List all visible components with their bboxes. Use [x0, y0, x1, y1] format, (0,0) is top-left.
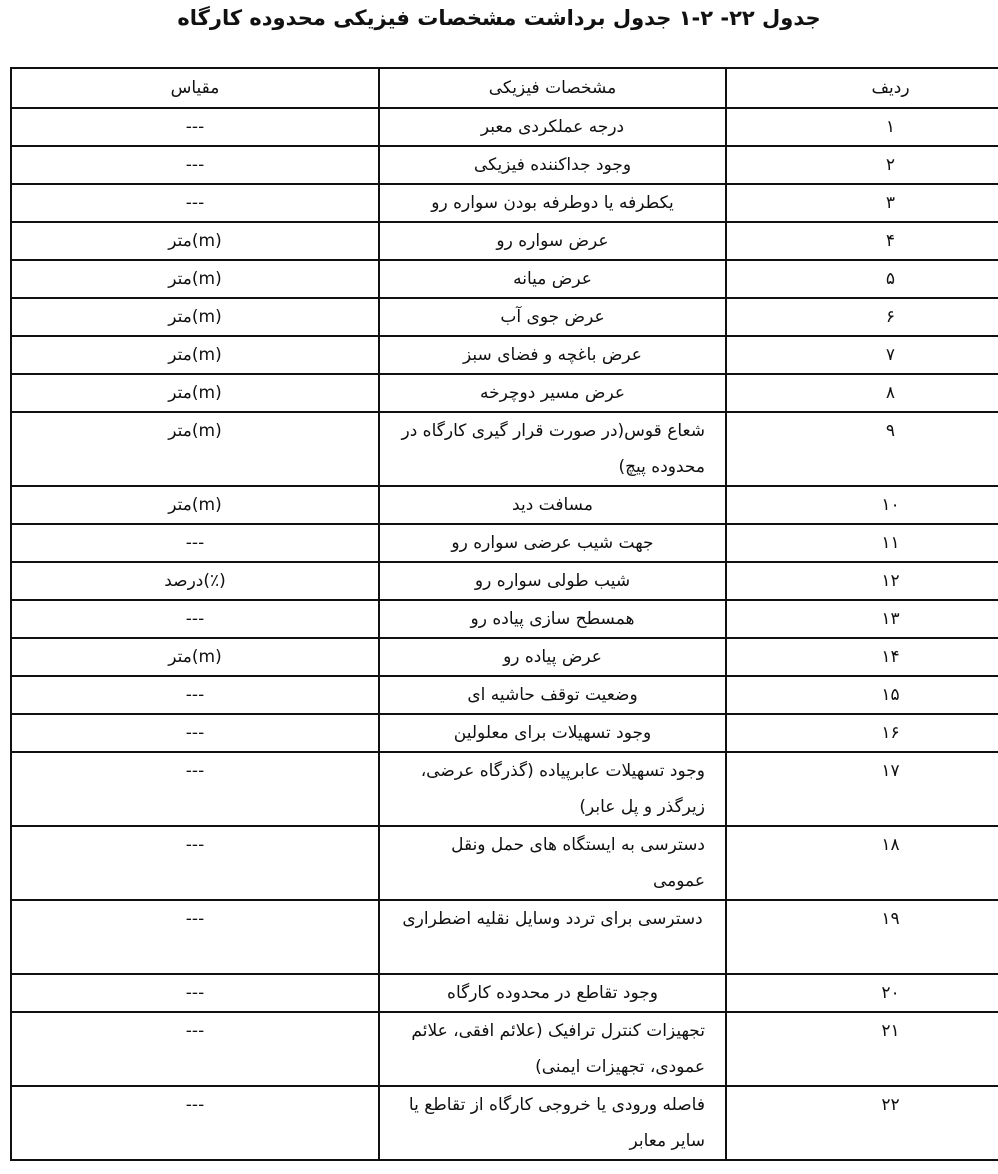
- table-row: [11, 714, 998, 752]
- scale-text: متر(m): [168, 495, 222, 515]
- table-row: [11, 562, 998, 600]
- physical-spec-cell: [379, 146, 726, 184]
- scale-text: ---: [185, 835, 205, 855]
- row-number-cell: ۳: [726, 184, 998, 222]
- physical-spec-cell: [379, 1086, 726, 1160]
- table-row: [11, 412, 998, 486]
- physical-spec-cell: [379, 486, 726, 524]
- scale-cell: [11, 374, 379, 412]
- physical-spec-text: جهت شیب عرضی سواره رو: [451, 533, 654, 553]
- scale-text: متر(m): [168, 647, 222, 667]
- physical-spec-cell: [379, 974, 726, 1012]
- table-row: [11, 260, 998, 298]
- scale-cell: [11, 184, 379, 222]
- scale-cell: [11, 108, 379, 146]
- row-number-cell: ۱۱: [726, 524, 998, 562]
- table-row: [11, 974, 998, 1012]
- table-row: [11, 1086, 998, 1160]
- scale-cell: [11, 752, 379, 826]
- physical-spec-text: دسترسی به ایستگاه های حمل ونقل عمومی: [451, 835, 705, 891]
- physical-spec-text: شعاع قوس(در صورت قرار گیری کارگاه در محدوده پیچ): [401, 421, 705, 477]
- header-row-number: ردیف: [726, 68, 998, 108]
- scale-text: ---: [185, 193, 205, 213]
- table-row: [11, 146, 998, 184]
- physical-spec-cell: [379, 260, 726, 298]
- physical-spec-text: عرض مسیر دوچرخه: [480, 383, 625, 403]
- scale-text: ---: [185, 723, 205, 743]
- table-row: [11, 1012, 998, 1086]
- row-number-cell: ۸: [726, 374, 998, 412]
- scale-cell: [11, 900, 379, 974]
- physical-spec-text: فاصله ورودی یا خروجی کارگاه از تقاطع یا سایر معابر: [408, 1095, 705, 1151]
- table-header-row: [11, 68, 998, 108]
- physical-spec-text: عرض سواره رو: [496, 231, 609, 251]
- scale-cell: [11, 486, 379, 524]
- physical-spec-cell: [379, 374, 726, 412]
- physical-spec-cell: [379, 108, 726, 146]
- scale-text: ---: [185, 533, 205, 553]
- physical-spec-cell: [379, 900, 726, 974]
- table-row: [11, 752, 998, 826]
- row-number-cell: ۱: [726, 108, 998, 146]
- scale-cell: [11, 146, 379, 184]
- row-number-cell: ۱۵: [726, 676, 998, 714]
- scale-cell: [11, 222, 379, 260]
- table-body: [11, 68, 998, 1160]
- scale-text: ---: [185, 609, 205, 629]
- physical-spec-text: عرض باغچه و فضای سبز: [463, 345, 642, 365]
- row-number-cell: ۵: [726, 260, 998, 298]
- scale-cell: [11, 260, 379, 298]
- row-number-cell: ۹: [726, 412, 998, 486]
- row-number-cell: ۱۶: [726, 714, 998, 752]
- physical-spec-cell: [379, 826, 726, 900]
- table-row: [11, 108, 998, 146]
- scale-cell: [11, 974, 379, 1012]
- scale-cell: [11, 412, 379, 486]
- physical-spec-cell: [379, 412, 726, 486]
- scale-text: ---: [185, 155, 205, 175]
- table-row: [11, 638, 998, 676]
- physical-spec-cell: [379, 638, 726, 676]
- row-number-cell: ۱۳: [726, 600, 998, 638]
- table-row: [11, 486, 998, 524]
- scale-text: ---: [185, 909, 205, 929]
- physical-spec-text: وجود جداکننده فیزیکی: [473, 155, 632, 175]
- table-row: [11, 900, 998, 974]
- physical-spec-text: مسافت دید: [512, 495, 593, 515]
- physical-spec-text: وجود تسهیلات عابرپیاده (گذرگاه عرضی، زیرگذر و پل عابر): [420, 761, 705, 817]
- row-number-cell: ۶: [726, 298, 998, 336]
- physical-spec-cell: [379, 222, 726, 260]
- scale-text: ---: [185, 685, 205, 705]
- table-row: [11, 524, 998, 562]
- physical-spec-cell: [379, 714, 726, 752]
- header-physical-spec: مشخصات فیزیکی: [379, 68, 726, 108]
- row-number-cell: ۲۰: [726, 974, 998, 1012]
- physical-spec-cell: [379, 184, 726, 222]
- scale-cell: [11, 524, 379, 562]
- scale-text: ---: [185, 1021, 205, 1041]
- scale-cell: [11, 562, 379, 600]
- scale-cell: [11, 638, 379, 676]
- table-row: [11, 600, 998, 638]
- table-row: [11, 374, 998, 412]
- row-number-cell: ۱۲: [726, 562, 998, 600]
- scale-text: متر(m): [168, 307, 222, 327]
- scale-cell: [11, 826, 379, 900]
- physical-spec-cell: [379, 524, 726, 562]
- scale-cell: [11, 714, 379, 752]
- physical-spec-cell: [379, 298, 726, 336]
- scale-cell: [11, 1086, 379, 1160]
- row-number-cell: ۱۰: [726, 486, 998, 524]
- scale-cell: [11, 336, 379, 374]
- row-number-cell: ۲۱: [726, 1012, 998, 1086]
- physical-spec-cell: [379, 600, 726, 638]
- table-row: [11, 336, 998, 374]
- physical-spec-text: وجود تسهیلات برای معلولین: [453, 723, 652, 743]
- header-scale: مقیاس: [11, 68, 379, 108]
- scale-cell: [11, 600, 379, 638]
- table-caption: جدول ۲۲- ۲-۱ جدول برداشت مشخصات فیزیکی محدوده کارگاه: [177, 6, 821, 30]
- physical-spec-cell: [379, 752, 726, 826]
- physical-spec-text: عرض جوی آب: [500, 307, 605, 327]
- row-number-cell: ۲: [726, 146, 998, 184]
- row-number-cell: ۲۲: [726, 1086, 998, 1160]
- scale-text: متر(m): [168, 231, 222, 251]
- table-row: [11, 676, 998, 714]
- scale-cell: [11, 1012, 379, 1086]
- physical-spec-text: همسطح سازی پیاده رو: [470, 609, 635, 629]
- scale-text: ---: [185, 761, 205, 781]
- physical-spec-text: تجهیزات کنترل ترافیک (علائم افقی، علائم عمودی، تجهیزات ایمنی): [411, 1021, 705, 1077]
- table-row: [11, 184, 998, 222]
- row-number-cell: ۴: [726, 222, 998, 260]
- scale-cell: [11, 298, 379, 336]
- scale-text: متر(m): [168, 269, 222, 289]
- physical-spec-text: وجود تقاطع در محدوده کارگاه: [447, 983, 658, 1003]
- row-number-cell: ۱۴: [726, 638, 998, 676]
- physical-spec-cell: [379, 1012, 726, 1086]
- table-row: [11, 222, 998, 260]
- scale-text: ---: [185, 1095, 205, 1115]
- table-row: [11, 298, 998, 336]
- row-number-cell: ۷: [726, 336, 998, 374]
- row-number-cell: ۱۹: [726, 900, 998, 974]
- physical-spec-text: درجه عملکردی معبر: [480, 117, 625, 137]
- scale-text: درصد(٪): [164, 571, 226, 591]
- physical-spec-text: عرض پیاده رو: [503, 647, 602, 667]
- scale-text: متر(m): [168, 345, 222, 365]
- scale-text: متر(m): [168, 383, 222, 403]
- physical-specs-table: [10, 67, 998, 1161]
- physical-spec-text: شیب طولی سواره رو: [474, 571, 631, 591]
- physical-spec-text: دسترسی برای تردد وسایل نقلیه اضطراری: [402, 909, 703, 929]
- table-row: [11, 826, 998, 900]
- physical-spec-cell: [379, 562, 726, 600]
- scale-text: متر(m): [168, 421, 222, 441]
- row-number-cell: ۱۷: [726, 752, 998, 826]
- physical-spec-text: عرض میانه: [513, 269, 592, 289]
- physical-spec-text: وضعیت توقف حاشیه ای: [467, 685, 638, 705]
- physical-spec-cell: [379, 676, 726, 714]
- physical-spec-text: یکطرفه یا دوطرفه بودن سواره رو: [431, 193, 674, 213]
- scale-text: ---: [185, 983, 205, 1003]
- scale-cell: [11, 676, 379, 714]
- physical-spec-cell: [379, 336, 726, 374]
- row-number-cell: ۱۸: [726, 826, 998, 900]
- scale-text: ---: [185, 117, 205, 137]
